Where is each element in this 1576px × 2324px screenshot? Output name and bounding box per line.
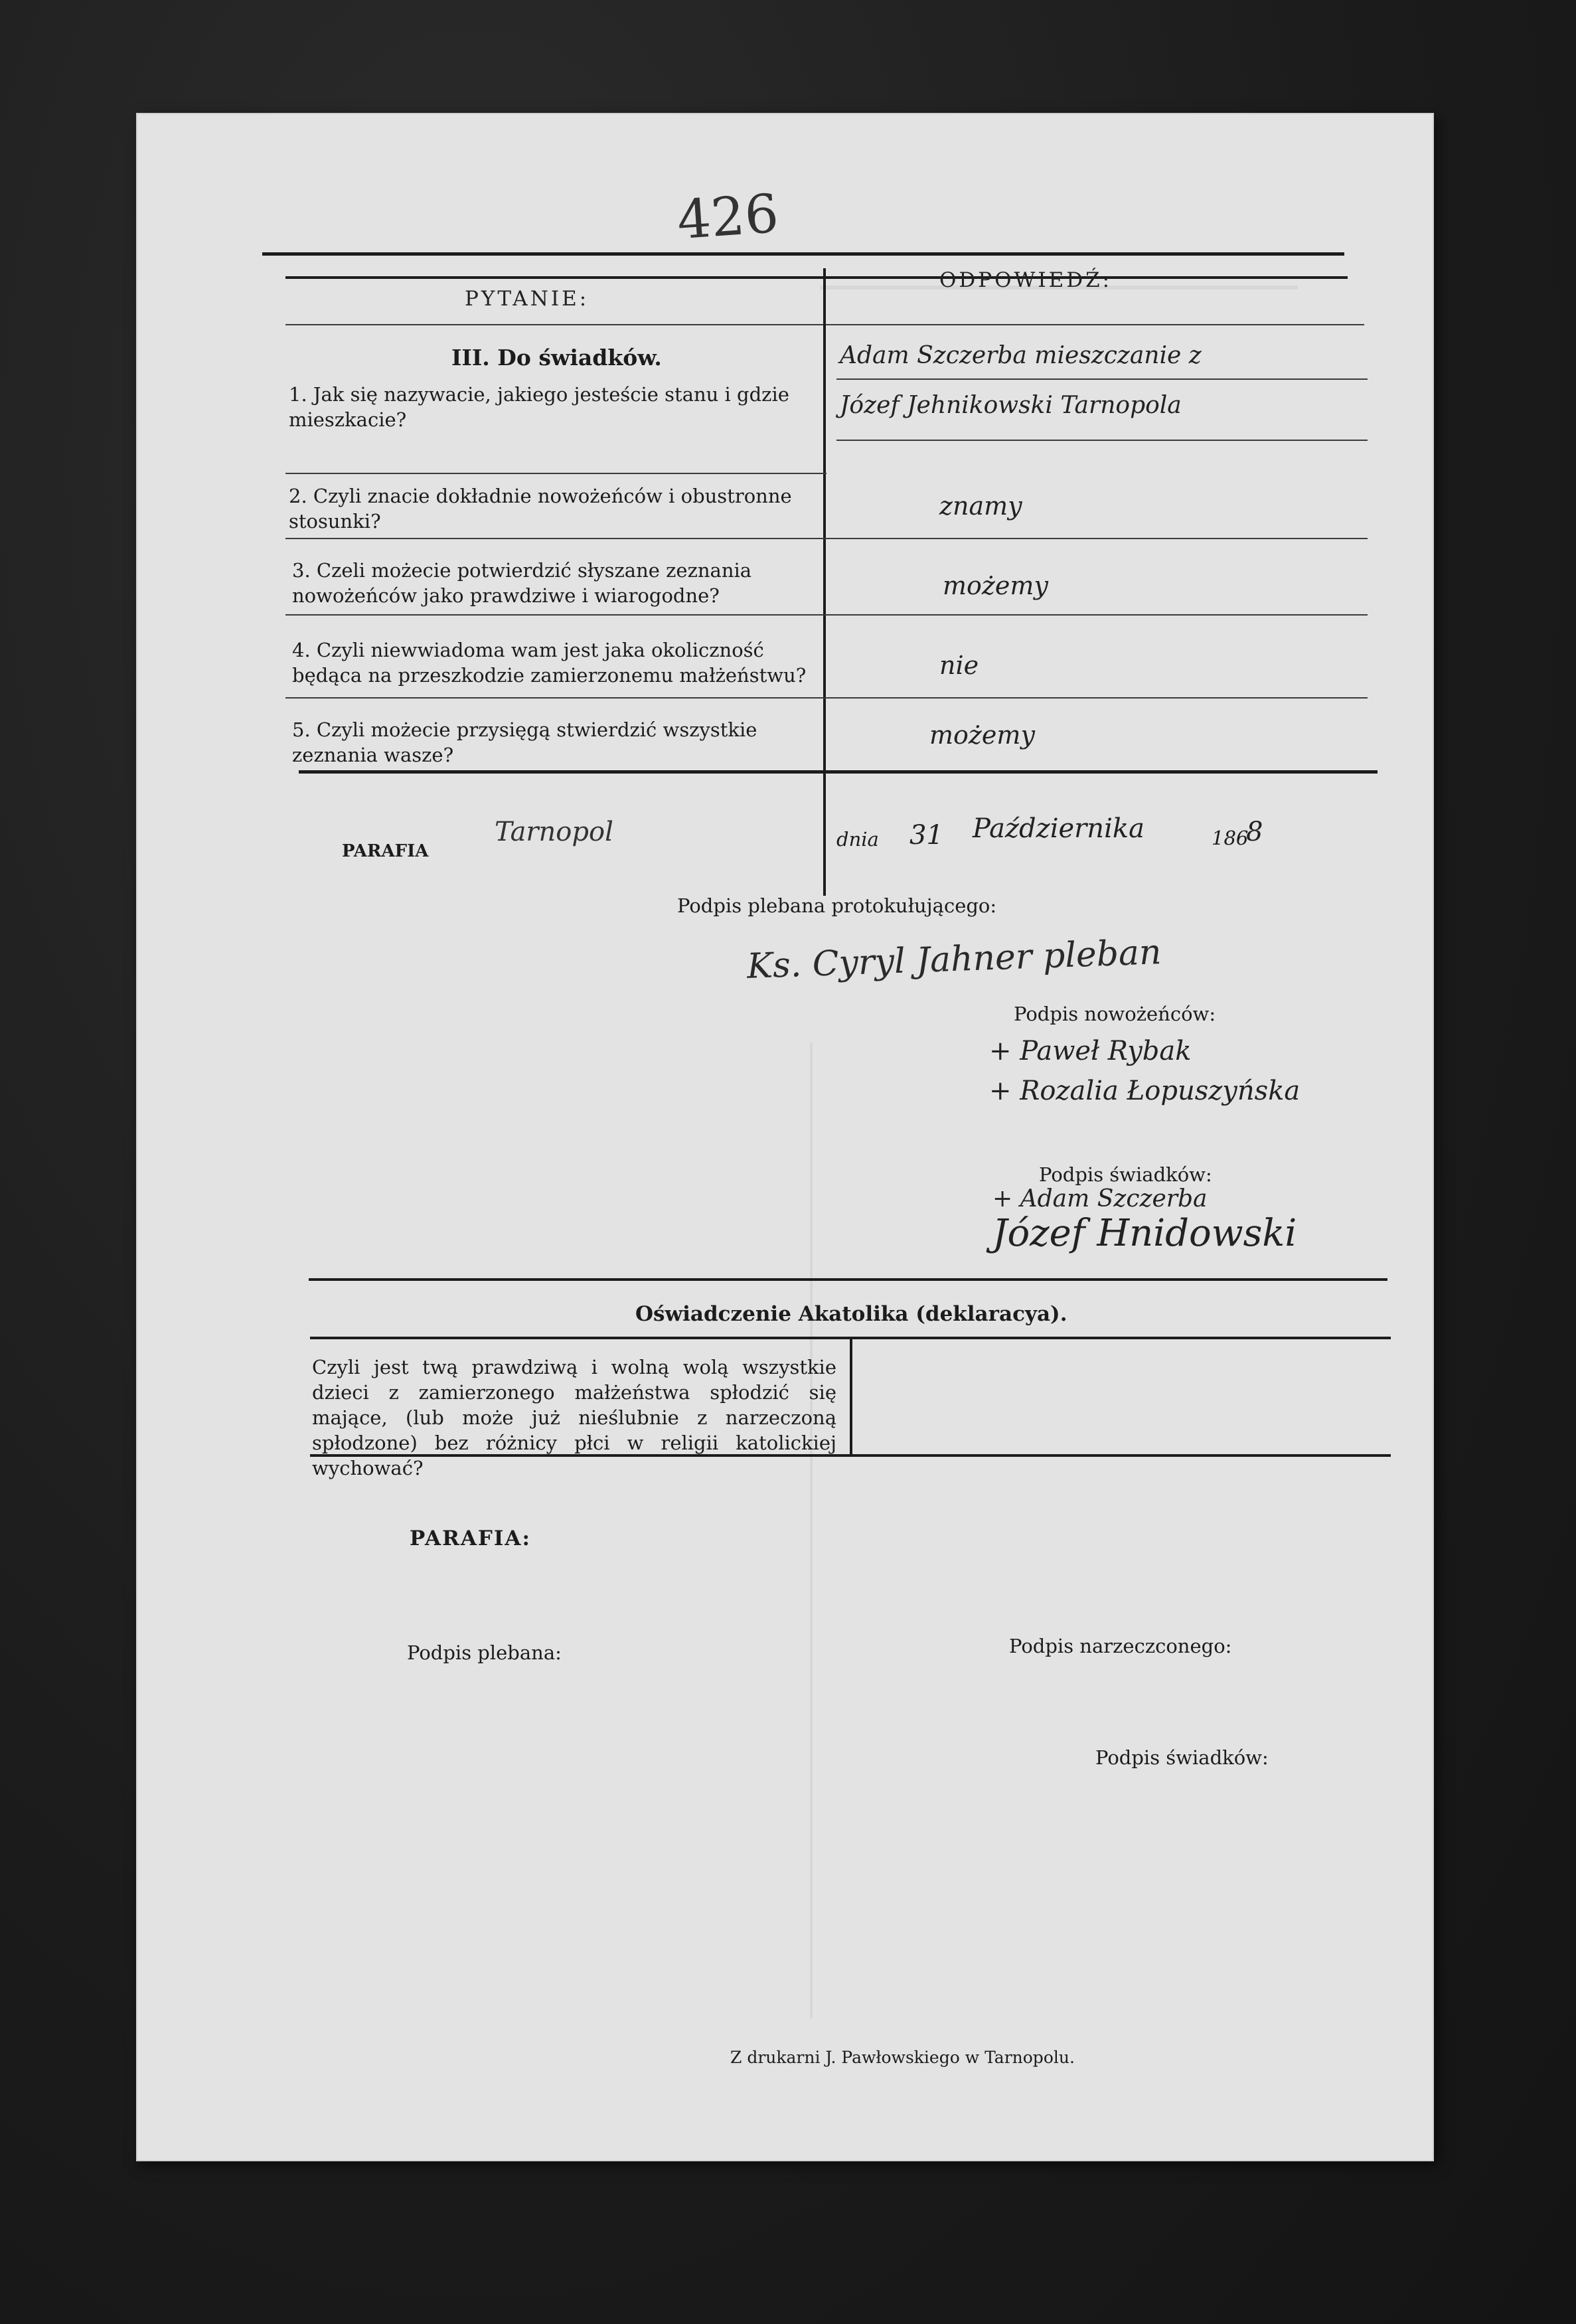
column-divider (823, 268, 826, 896)
date-year-prefix: 186 (1212, 827, 1249, 849)
newlyweds-signature-2: + Rozalia Łopuszyńska (989, 1076, 1300, 1106)
top-double-rule (262, 252, 1344, 256)
answer-1-line-2: Józef Jehnikowski Tarnopola (840, 392, 1182, 419)
date-day: 31 (909, 820, 943, 851)
question-1-rule (285, 473, 827, 474)
question-4: 4. Czyli niewwiadoma wam jest jaka okoliczność będąca na przeszkodzie zamierzonemu małżeństwu? (292, 639, 807, 687)
answer-column-header: ODPOWIEDŹ: (939, 268, 1113, 292)
document-page (136, 113, 1434, 2161)
bottom-witnesses-label: Podpis świadków: (1095, 1746, 1269, 1769)
table-bottom-rule (299, 770, 1378, 774)
question-4-rule (285, 697, 1368, 699)
declaration-top-rule (309, 1278, 1387, 1281)
answer-3: możemy (943, 571, 1048, 600)
answer-1-rule-2 (836, 440, 1368, 441)
answer-4: nie (939, 651, 979, 680)
question-2: 2. Czyli znacie dokładnie nowożeńców i obustronne stosunki? (289, 485, 792, 533)
declaration-text: Czyli jest twą prawdziwą i wolną wolą wszystkie dzieci z zamierzonego małżeństwa spłodzić się mające, (lub może już nieślubnie z narzeczoną spłodzone) bez różnicy płci w religii katolickiej wychować? (312, 1356, 836, 1479)
date-month: Października (973, 813, 1144, 844)
answer-2: znamy (939, 491, 1022, 521)
declaration-divider (850, 1337, 852, 1455)
priest-signature: Ks. Cyryl Jahner pleban (746, 932, 1162, 987)
question-3-rule (285, 614, 1368, 616)
answer-1-line-1: Adam Szczerba mieszczanie z (840, 342, 1202, 369)
bleed-through-line (810, 1042, 813, 2019)
bottom-groom-label: Podpis narzeczconego: (1009, 1635, 1232, 1657)
bottom-parish-label: PARAFIA: (410, 1527, 531, 1550)
printer-imprint: Z drukarni J. Pawłowskiego w Tarnopolu. (730, 2048, 1075, 2067)
newlyweds-signature-1: + Paweł Rybak (989, 1036, 1192, 1066)
section-title: III. Do świadków. (451, 345, 662, 371)
witnesses-signature-2: Józef Hnidowski (992, 1212, 1297, 1255)
question-column-header: PYTANIE: (465, 287, 590, 311)
witnesses-signature-1: + Adam Szczerba (992, 1185, 1208, 1212)
top-rule (285, 276, 1348, 279)
declaration-title: Oświadczenie Akatolika (deklaracya). (635, 1302, 1067, 1326)
question-3: 3. Czeli możecie potwierdzić słyszane zeznania nowożeńców jako prawdziwe i wiarogodne? (292, 559, 752, 607)
date-day-label: dnia (836, 828, 879, 851)
bottom-priest-label: Podpis plebana: (407, 1641, 562, 1664)
parish-value: Tarnopol (495, 817, 613, 847)
answer-1-rule (836, 378, 1368, 380)
declaration-bottom-rule (310, 1454, 1391, 1457)
date-year-suffix: 8 (1246, 817, 1263, 847)
question-1: 1. Jak się nazywacie, jakiego jesteście stanu i gdzie mieszkacie? (289, 383, 789, 431)
witnesses-signature-label: Podpis świadków: (1039, 1163, 1212, 1186)
answer-5: możemy (929, 720, 1035, 750)
question-5: 5. Czyli możecie przysięgą stwierdzić wszystkie zeznania wasze? (292, 718, 757, 766)
newlyweds-signature-label: Podpis nowożeńców: (1014, 1003, 1216, 1025)
priest-signature-label: Podpis plebana protokułującego: (677, 894, 997, 917)
page-number: 426 (674, 182, 781, 252)
parish-label: PARAFIA (342, 841, 429, 861)
question-2-rule (285, 538, 1368, 539)
